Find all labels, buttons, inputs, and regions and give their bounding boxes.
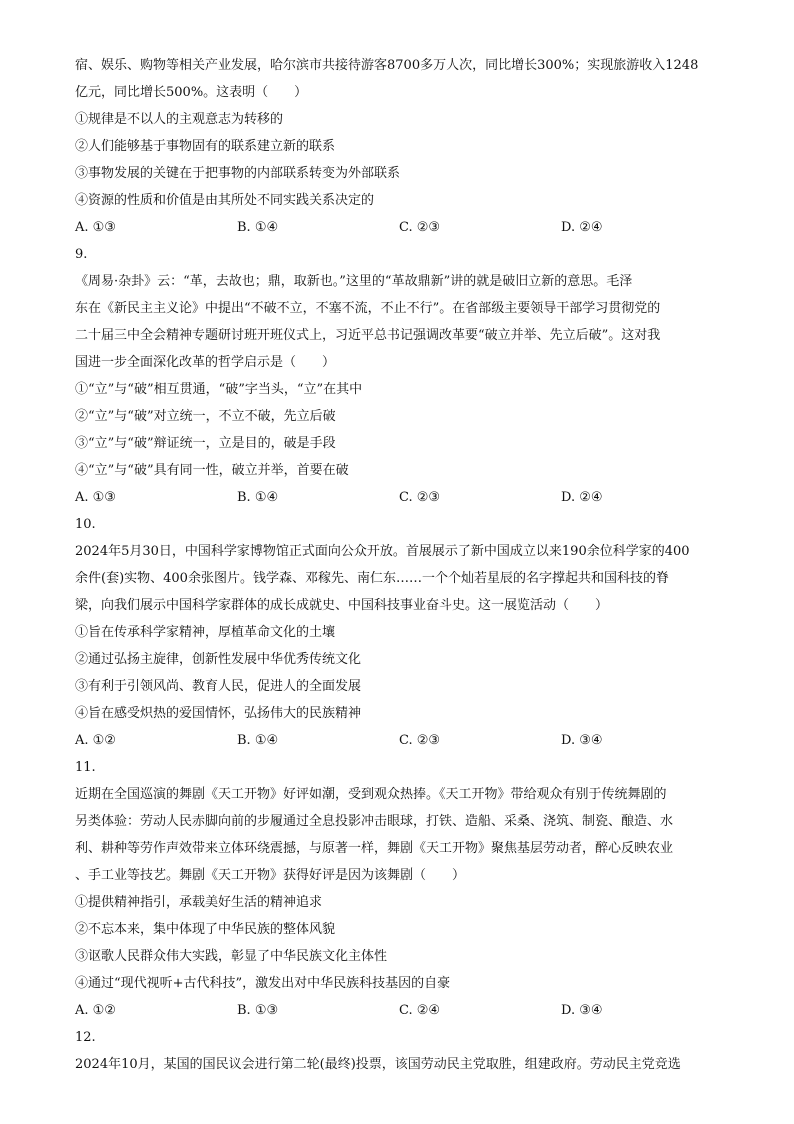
question-9 <box>75 241 721 511</box>
q10-choice-d[interactable]: D. ③④ <box>561 733 603 748</box>
q10-stem-line: 余件(套)实物、400余张图片。钱学森、邓稼先、南仁东……一个个灿若星辰的名字撑起共和国科技的脊 <box>75 571 669 586</box>
q8-choice-c[interactable]: C. ②③ <box>399 220 441 235</box>
q11-option: ③讴歌人民群众伟大实践，彰显了中华民族文化主体性 <box>75 949 388 964</box>
q9-choice-d[interactable]: D. ②④ <box>561 490 603 505</box>
q10-choices <box>75 727 721 754</box>
q10-option: ③有利于引领风尚、教育人民，促进人的全面发展 <box>75 679 362 694</box>
q11-choice-c[interactable]: C. ②④ <box>399 1003 441 1018</box>
q11-choice-d[interactable]: D. ③④ <box>561 1003 603 1018</box>
q11-choice-b[interactable]: B. ①③ <box>237 1003 279 1018</box>
q10-choice-a[interactable]: A. ①② <box>75 733 116 748</box>
q8-option: ①规律是不以人的主观意志为转移的 <box>75 112 284 127</box>
q9-choice-c[interactable]: C. ②③ <box>399 490 441 505</box>
q8-option: ②人们能够基于事物固有的联系建立新的联系 <box>75 139 336 154</box>
q8-stem-line: 亿元，同比增长500%。这表明（ ） <box>75 85 308 100</box>
q11-option: ④通过“现代视听+古代科技”，激发出对中华民族科技基因的自豪 <box>75 976 451 991</box>
q12-stem-line: 2024年10月，某国的国民议会进行第二轮(最终)投票，该国劳动民主党取胜，组建政府。劳动民主党竞选 <box>75 1057 681 1072</box>
q9-number: 9. <box>75 247 88 262</box>
q10-stem-line: 2024年5月30日，中国科学家博物馆正式面向公众开放。首展展示了新中国成立以来190余位科学家的400 <box>75 544 690 559</box>
q9-option: ①“立”与“破”相互贯通，“破”字当头，“立”在其中 <box>75 382 363 397</box>
question-10 <box>75 511 721 754</box>
q10-option: ④旨在感受炽热的爱国情怀，弘扬伟大的民族精神 <box>75 706 362 721</box>
q10-option: ②通过弘扬主旋律，创新性发展中华优秀传统文化 <box>75 652 362 667</box>
q9-choice-b[interactable]: B. ①④ <box>237 490 279 505</box>
q12-number: 12. <box>75 1030 96 1045</box>
q8-choice-a[interactable]: A. ①③ <box>75 220 116 235</box>
q9-stem-line: 二十届三中全会精神专题研讨班开班仪式上，习近平总书记强调改革要“破立并举、先立后破”。这对我 <box>75 328 661 343</box>
q11-option: ②不忘本来，集中体现了中华民族的整体风貌 <box>75 922 336 937</box>
exam-page <box>75 52 721 1078</box>
q8-choice-d[interactable]: D. ②④ <box>561 220 603 235</box>
question-12 <box>75 1024 721 1078</box>
q11-number: 11. <box>75 760 96 775</box>
q11-stem-line: 利、耕种等劳作声效带来立体环绕震撼，与原著一样，舞剧《天工开物》聚焦基层劳动者，醉心反映农业 <box>75 841 674 856</box>
q10-option: ①旨在传承科学家精神，厚植革命文化的土壤 <box>75 625 336 640</box>
q9-stem-line: 《周易·杂卦》云：“革，去故也；鼎，取新也。”这里的“革故鼎新”讲的就是破旧立新的意思。毛泽 <box>75 274 633 289</box>
q11-stem-line: 、手工业等技艺。舞剧《天工开物》获得好评是因为该舞剧（ ） <box>75 868 466 883</box>
q11-choices <box>75 997 721 1024</box>
q9-option: ③“立”与“破”辩证统一，立是目的，破是手段 <box>75 436 336 451</box>
q8-option: ③事物发展的关键在于把事物的内部联系转变为外部联系 <box>75 166 401 181</box>
question-11 <box>75 754 721 1024</box>
q10-choice-b[interactable]: B. ①④ <box>237 733 279 748</box>
q9-stem-line: 国进一步全面深化改革的哲学启示是（ ） <box>75 355 336 370</box>
q8-choices <box>75 214 721 241</box>
q9-choices <box>75 484 721 511</box>
question-8 <box>75 52 721 241</box>
q9-option: ②“立”与“破”对立统一，不立不破，先立后破 <box>75 409 336 424</box>
q11-option: ①提供精神指引，承载美好生活的精神追求 <box>75 895 323 910</box>
q8-choice-b[interactable]: B. ①④ <box>237 220 279 235</box>
q10-choice-c[interactable]: C. ②③ <box>399 733 441 748</box>
q10-stem-line: 梁，向我们展示中国科学家群体的成长成就史、中国科技事业奋斗史。这一展览活动（ ） <box>75 598 609 613</box>
q8-stem-line: 宿、娱乐、购物等相关产业发展，哈尔滨市共接待游客8700多万人次，同比增长300%；实现旅游收入1248 <box>75 58 699 73</box>
q10-number: 10. <box>75 517 96 532</box>
q8-option: ④资源的性质和价值是由其所处不同实践关系决定的 <box>75 193 375 208</box>
q9-option: ④“立”与“破”具有同一性，破立并举，首要在破 <box>75 463 349 478</box>
q9-stem-line: 东在《新民主主义论》中提出“不破不立，不塞不流，不止不行”。在省部级主要领导干部学习贯彻党的 <box>75 301 661 316</box>
q9-choice-a[interactable]: A. ①③ <box>75 490 116 505</box>
q11-stem-line: 近期在全国巡演的舞剧《天工开物》好评如潮，受到观众热捧。《天工开物》带给观众有别于传统舞剧的 <box>75 787 667 802</box>
q11-choice-a[interactable]: A. ①② <box>75 1003 116 1018</box>
q11-stem-line: 另类体验：劳动人民赤脚向前的步履通过全息投影冲击眼球，打铁、造船、采桑、浇筑、制瓷、酿造、水 <box>75 814 674 829</box>
